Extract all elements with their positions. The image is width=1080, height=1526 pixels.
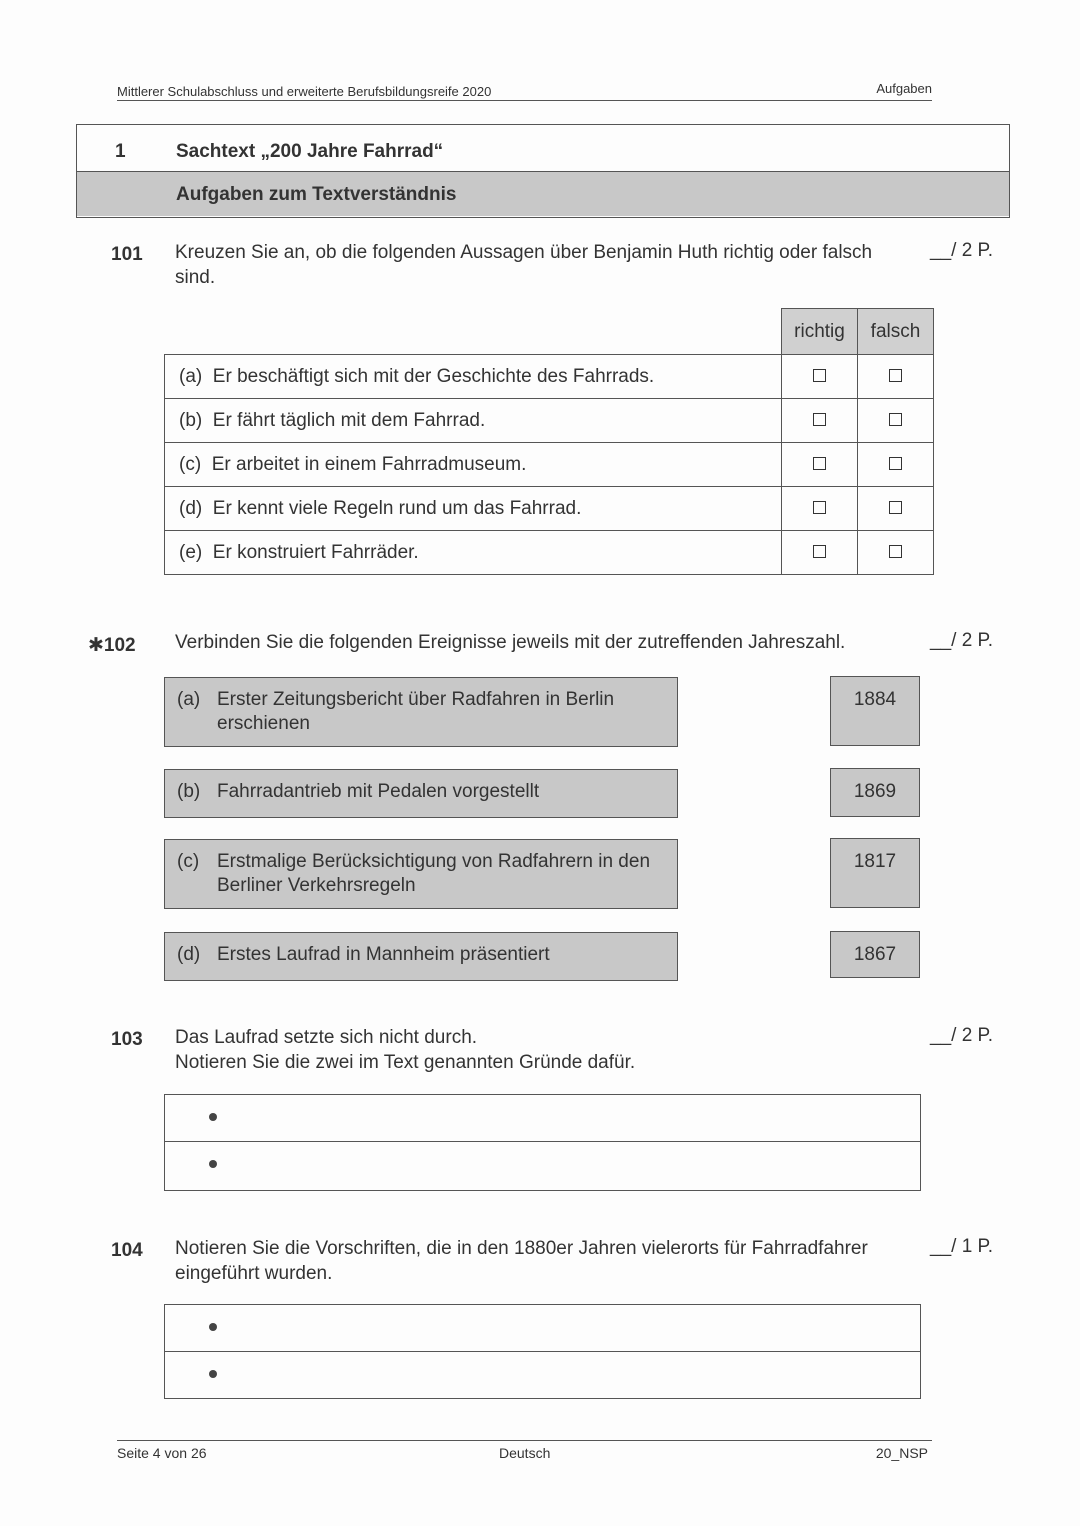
year-box-1869[interactable]: 1869 [830, 768, 920, 817]
statement-text: Er beschäftigt sich mit der Geschichte des Fahrrads. [212, 365, 655, 387]
question-text-104: Notieren Sie die Vorschriften, die in den 1880er Jahren vielerorts für Fahrradfahrer eingeführt wurden. [175, 1238, 868, 1284]
section-number: 1 [115, 141, 126, 162]
statement-label: (b) [179, 409, 203, 431]
question-number-104: 104 [111, 1240, 143, 1261]
table-row [165, 487, 934, 531]
statement-text: Er arbeitet in einem Fahrradmuseum. [211, 453, 527, 475]
checkbox-richtig[interactable] [813, 545, 826, 558]
answer-line[interactable] [165, 1095, 920, 1141]
answer-line[interactable] [165, 1141, 920, 1188]
question-number-101: 101 [111, 244, 143, 265]
subject-name: Deutsch [499, 1445, 551, 1461]
answer-line[interactable] [165, 1351, 920, 1398]
question-text-102: Verbinden Sie die folgenden Ereignisse jeweils mit der zutreffenden Jahreszahl. [175, 632, 846, 653]
checkbox-richtig[interactable] [813, 369, 826, 382]
points-104: __/ 1 P. [930, 1236, 994, 1257]
checkbox-falsch[interactable] [889, 545, 902, 558]
answer-box-103 [164, 1094, 921, 1191]
year-box-1867[interactable]: 1867 [830, 931, 920, 978]
statement-label: (c) [179, 453, 202, 475]
year-box-1817[interactable]: 1817 [830, 838, 920, 908]
event-label: (a) [177, 689, 201, 710]
event-box-c[interactable] [164, 839, 678, 909]
event-box-d[interactable] [164, 932, 678, 981]
section-subtitle: Aufgaben zum Textverständnis [176, 184, 457, 205]
column-header-richtig: richtig [782, 309, 858, 355]
event-label: (d) [177, 944, 201, 965]
table-row [165, 355, 934, 399]
points-102: __/ 2 P. [930, 630, 994, 651]
page-footer [117, 1440, 932, 1463]
table-row [165, 399, 934, 443]
statement-text: Er kennt viele Regeln rund um das Fahrrad. [212, 497, 582, 519]
section-title: Sachtext „200 Jahre Fahrrad“ [176, 141, 444, 162]
event-text: Erstmalige Berücksichtigung von Radfahrern in den Berliner Verkehrsregeln [217, 851, 651, 896]
event-label: (c) [177, 851, 200, 872]
page-header [117, 81, 932, 101]
question-number-102: ✱102 [88, 635, 136, 656]
checkbox-falsch[interactable] [889, 501, 902, 514]
answer-box-104 [164, 1304, 921, 1399]
event-box-b[interactable] [164, 769, 678, 818]
statement-text: Er konstruiert Fahrräder. [212, 541, 419, 563]
page-number: Seite 4 von 26 [117, 1445, 207, 1461]
header-title: Mittlerer Schulabschluss und erweiterte Berufsbildungsreife 2020 [117, 84, 492, 99]
year-box-1884[interactable]: 1884 [830, 676, 920, 746]
checkbox-falsch[interactable] [889, 369, 902, 382]
table-row [165, 443, 934, 487]
question-text-103 [175, 1025, 915, 1075]
question-text-101: Kreuzen Sie an, ob die folgenden Aussagen über Benjamin Huth richtig oder falsch sind. [175, 242, 873, 288]
statement-text: Er fährt täglich mit dem Fahrrad. [212, 409, 486, 431]
bullet-icon [209, 1113, 217, 1121]
header-section: Aufgaben [876, 81, 932, 96]
checkbox-richtig[interactable] [813, 457, 826, 470]
points-101: __/ 2 P. [930, 240, 994, 261]
question-number-103: 103 [111, 1029, 143, 1050]
checkbox-richtig[interactable] [813, 501, 826, 514]
bullet-icon [209, 1370, 217, 1378]
bullet-icon [209, 1160, 217, 1168]
event-box-a[interactable] [164, 677, 678, 747]
checkbox-falsch[interactable] [889, 413, 902, 426]
event-text: Fahrradantrieb mit Pedalen vorgestellt [217, 781, 540, 802]
event-text: Erster Zeitungsbericht über Radfahren in Berlin erschienen [217, 689, 615, 734]
checkbox-richtig[interactable] [813, 413, 826, 426]
question-text-103-line1: Das Laufrad setzte sich nicht durch. [175, 1027, 478, 1048]
event-label: (b) [177, 781, 201, 802]
section-header [76, 124, 1010, 218]
bullet-icon [209, 1323, 217, 1331]
checkbox-falsch[interactable] [889, 457, 902, 470]
question-text-103-line2: Notieren Sie die zwei im Text genannten Gründe dafür. [175, 1052, 636, 1073]
exam-code: 20_NSP [875, 1445, 928, 1461]
statement-label: (d) [179, 497, 203, 519]
statement-label: (a) [179, 365, 203, 387]
answer-line[interactable] [165, 1305, 920, 1351]
statement-label: (e) [179, 541, 203, 563]
column-header-falsch: falsch [858, 309, 934, 355]
table-row [165, 531, 934, 575]
points-103: __/ 2 P. [930, 1025, 994, 1046]
event-text: Erstes Laufrad in Mannheim präsentiert [217, 944, 550, 965]
true-false-table [164, 308, 934, 575]
